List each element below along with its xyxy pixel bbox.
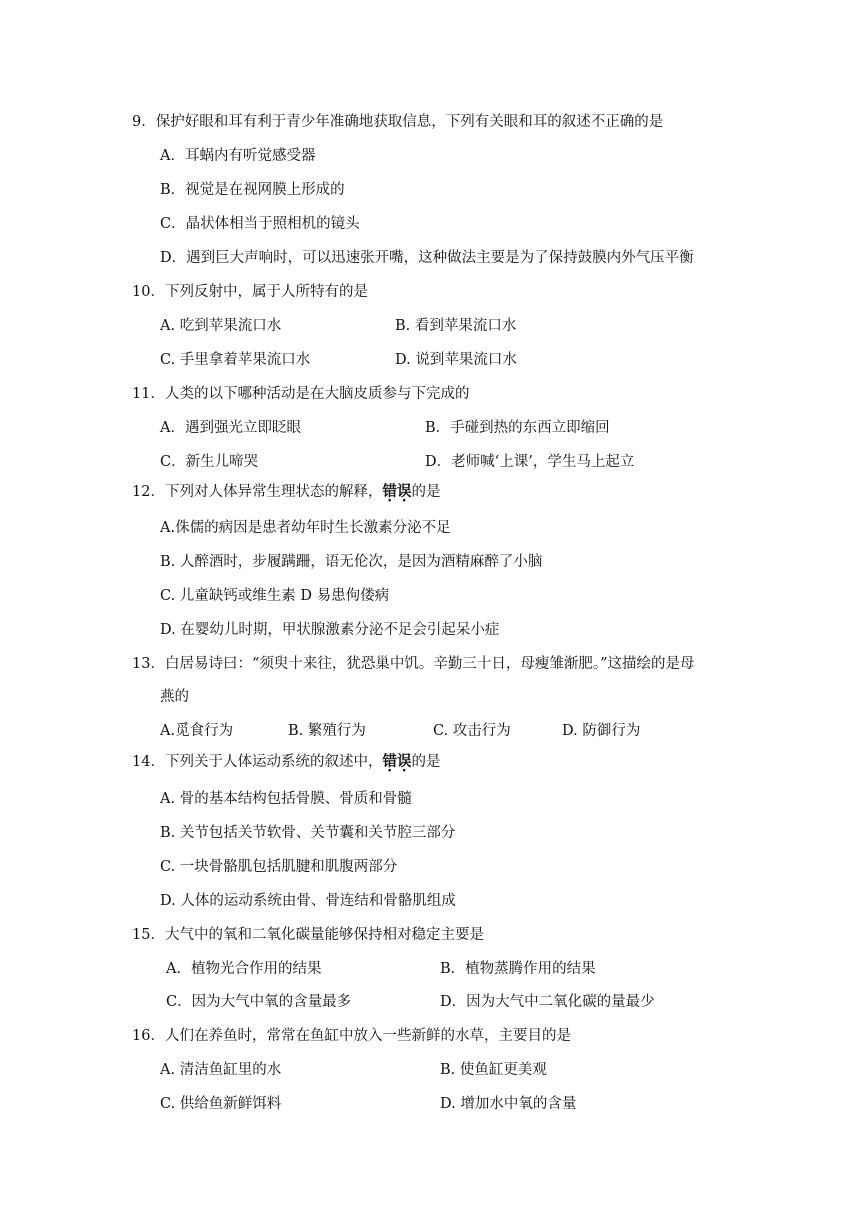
question-12-option-c: C. 儿童缺钙或维生素 D 易患佝偻病 [160, 588, 390, 604]
question-16-option-a: A. 清洁鱼缸里的水 [160, 1062, 282, 1078]
question-15-option-a: A．植物光合作用的结果 [166, 961, 322, 977]
question-15-option-b: B．植物蒸腾作用的结果 [440, 961, 596, 977]
question-16-option-c: C. 供给鱼新鲜饵料 [160, 1096, 282, 1112]
question-13-stem-line2: 燕的 [160, 689, 189, 705]
question-9-option-d: D．遇到巨大声响时，可以迅速张开嘴，这种做法主要是为了保持鼓膜内外气压平衡 [160, 250, 694, 266]
question-10-option-a: A. 吃到苹果流口水 [160, 318, 282, 334]
question-10-stem: 10．下列反射中，属于人所特有的是 [132, 284, 368, 300]
question-15-stem: 15．大气中的氧和二氧化碳量能够保持相对稳定主要是 [132, 927, 484, 943]
question-14-option-c: C. 一块骨骼肌包括肌腱和肌腹两部分 [160, 859, 398, 875]
question-13-option-b: B. 繁殖行为 [288, 723, 366, 739]
question-10-option-b: B. 看到苹果流口水 [395, 318, 517, 334]
question-16-option-d: D. 增加水中氧的含量 [440, 1096, 577, 1112]
question-9-option-b: B．视觉是在视网膜上形成的 [160, 182, 345, 198]
question-13-stem-line1: 13．白居易诗曰：“须臾十来往，犹恐巢中饥。辛勤三十日，母瘦雏渐肥。”这描绘的是母 [132, 656, 695, 672]
question-12-stem: 12．下列对人体异常生理状态的解释，错误的是 [132, 483, 441, 500]
question-9-option-c: C．晶状体相当于照相机的镜头 [160, 216, 360, 232]
question-15-option-d: D．因为大气中二氧化碳的量最少 [440, 994, 655, 1010]
question-10-option-c: C. 手里拿着苹果流口水 [160, 352, 311, 368]
question-10-option-d: D. 说到苹果流口水 [395, 352, 517, 368]
question-15-option-c: C．因为大气中氧的含量最多 [166, 994, 352, 1010]
question-13-option-a: A.觅食行为 [160, 723, 234, 739]
question-16-stem: 16．人们在养鱼时，常常在鱼缸中放入一些新鲜的水草，主要目的是 [132, 1028, 571, 1044]
question-12-option-a: A.侏儒的病因是患者幼年时生长激素分泌不足 [160, 520, 451, 536]
question-11-option-b: B．手碰到热的东西立即缩回 [425, 420, 610, 436]
question-11-stem: 11．人类的以下哪种活动是在大脑皮质参与下完成的 [132, 386, 470, 402]
question-9-option-a: A．耳蜗内有听觉感受器 [160, 148, 316, 164]
question-12-option-d: D. 在婴幼儿时期，甲状腺激素分泌不足会引起呆小症 [160, 622, 500, 638]
question-14-option-a: A. 骨的基本结构包括骨膜、骨质和骨髓 [160, 791, 412, 807]
question-16-option-b: B. 使鱼缸更美观 [440, 1062, 547, 1078]
question-14-option-b: B. 关节包括关节软骨、关节囊和关节腔三部分 [160, 825, 456, 841]
question-11-option-a: A．遇到强光立即眨眼 [160, 420, 301, 436]
question-12-option-b: B. 人醉酒时，步履蹒跚，语无伦次，是因为酒精麻醉了小脑 [160, 554, 543, 570]
question-11-option-d: D．老师喊‘上课’，学生马上起立 [425, 454, 635, 470]
question-14-stem: 14．下列关于人体运动系统的叙述中，错误的是 [132, 753, 441, 770]
question-11-option-c: C．新生儿啼哭 [160, 454, 259, 470]
question-13-option-d: D. 防御行为 [562, 723, 641, 739]
question-13-option-c: C. 攻击行为 [433, 723, 511, 739]
question-14-option-d: D. 人体的运动系统由骨、骨连结和骨骼肌组成 [160, 893, 456, 909]
question-9-stem: 9．保护好眼和耳有利于青少年准确地获取信息，下列有关眼和耳的叙述不正确的是 [132, 114, 664, 130]
